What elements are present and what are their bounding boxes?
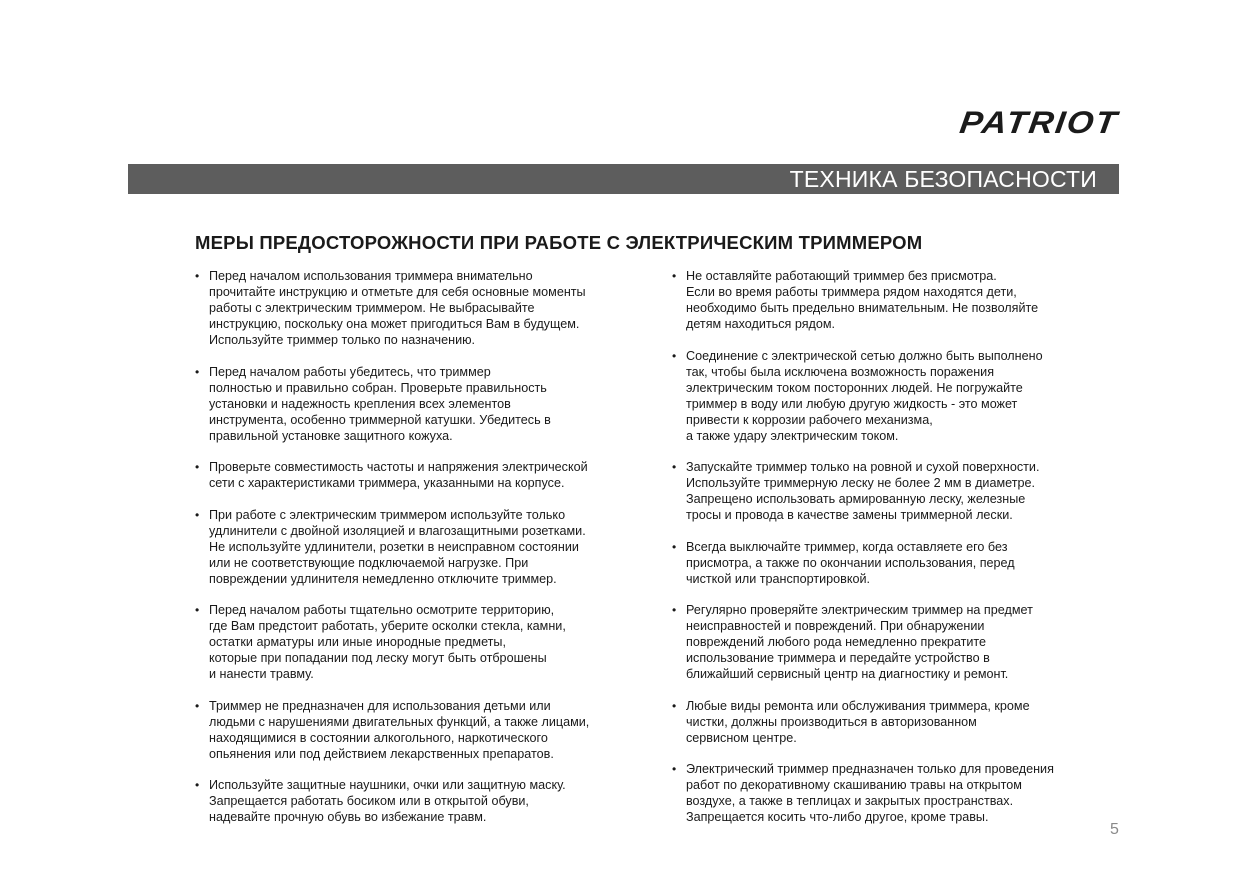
list-item: • Запускайте триммер только на ровной и сухой поверхности. Используйте триммерную леску не более 2 мм в диаметре. Запрещено использовать армированную леску, железные тросы и провода в качестве замены триммерной лески. [672, 459, 1112, 523]
list-item: • Всегда выключайте триммер, когда оставляете его без присмотра, а также по окончании использования, перед чисткой или транспортировкой. [672, 539, 1112, 587]
list-item: • Перед началом использования триммера внимательно прочитайте инструкцию и отметьте для себя основные моменты работы с электрическим триммером. Не выбрасывайте инструкцию, поскольку она может пригодиться Вам в будущем. Используйте триммер только по назначению. [195, 268, 645, 348]
page-number: 5 [1110, 821, 1119, 838]
list-item: • Триммер не предназначен для использования детьми или людьми с нарушениями двигательных функций, а также лицами, находящимися в состоянии алкогольного, наркотического опьянения или под действием лекарственных препаратов. [195, 698, 645, 762]
list-item: • Электрический триммер предназначен только для проведения работ по декоративному скашиванию травы на открытом воздухе, а также в теплицах и закрытых пространствах. Запрещается косить что-либо другое, кроме травы. [672, 761, 1112, 825]
list-item: • Перед началом работы тщательно осмотрите территорию, где Вам предстоит работать, уберите осколки стекла, камни, остатки арматуры или иные инородные предметы, которые при попадании под леску могут быть отброшены и нанести травму. [195, 602, 645, 682]
section-banner [128, 164, 1119, 194]
list-item: • Проверьте совместимость частоты и напряжения электрической сети с характеристиками триммера, указанными на корпусе. [195, 459, 645, 491]
list-item: • Любые виды ремонта или обслуживания триммера, кроме чистки, должны производиться в авторизованном сервисном центре. [672, 698, 1112, 746]
brand-logo: PATRIOT [957, 105, 1121, 141]
list-item: • При работе с электрическим триммером используйте только удлинители с двойной изоляцией и влагозащитными розетками. Не используйте удлинители, розетки в неисправном состоянии или не соответствующие подключаемой нагрузке. При повреждении удлинителя немедленно отключите триммер. [195, 507, 645, 587]
page-title: МЕРЫ ПРЕДОСТОРОЖНОСТИ ПРИ РАБОТЕ С ЭЛЕКТРИЧЕСКИМ ТРИММЕРОМ [195, 232, 923, 253]
left-column-list [195, 268, 645, 841]
list-item: • Перед началом работы убедитесь, что триммер полностью и правильно собран. Проверьте правильность установки и надежность крепления всех элементов инструмента, особенно триммерной катушки. Убедитесь в правильной установке защитного кожуха. [195, 364, 645, 444]
list-item: • Регулярно проверяйте электрическим триммер на предмет неисправностей и повреждений. При обнаружении повреждений любого рода немедленно прекратите использование триммера и передайте устройство в ближайший сервисный центр на диагностику и ремонт. [672, 602, 1112, 682]
right-column-list [672, 268, 1112, 841]
list-item: • Соединение с электрической сетью должно быть выполнено так, чтобы была исключена возможность поражения электрическим током посторонних людей. Не погружайте триммер в воду или любую другую жидкость - это может привести к коррозии рабочего механизма, а также удару электрическим током. [672, 348, 1112, 444]
list-item: • Не оставляйте работающий триммер без присмотра. Если во время работы триммера рядом находятся дети, необходимо быть предельно внимательным. Не позволяйте детям находиться рядом. [672, 268, 1112, 332]
section-title: ТЕХНИКА БЕЗОПАСНОСТИ [789, 166, 1097, 192]
list-item: • Используйте защитные наушники, очки или защитную маску. Запрещается работать босиком или в открытой обуви, надевайте прочную обувь во избежание травм. [195, 777, 645, 825]
